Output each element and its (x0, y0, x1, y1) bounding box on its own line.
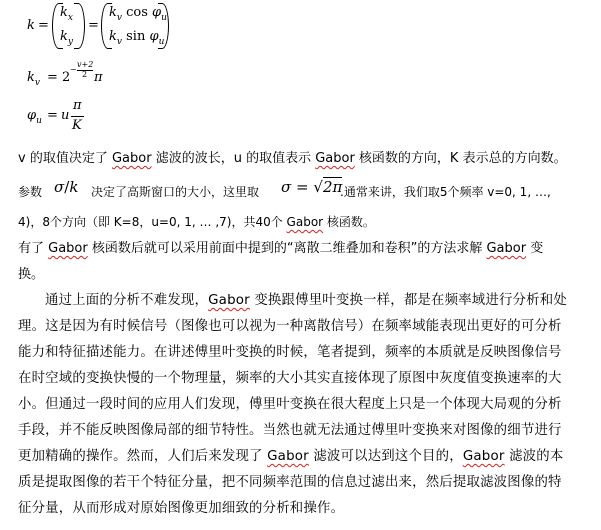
formula-kv-pi: π (94, 70, 103, 85)
gabor-term: Gabor (48, 241, 88, 256)
formula-k-equals-2: = (88, 18, 99, 33)
formula-k-right-paren-2 (158, 3, 169, 49)
formula-phi-u: u (61, 108, 70, 123)
gabor-term: Gabor (315, 151, 355, 166)
formula-kv-exp-num: v+2 (77, 60, 94, 69)
text-line-4: 有了 Gabor 核函数后就可以采用前面中提到的“离散二维叠加和卷积”的方法求解 Gabor 变 (18, 241, 544, 256)
formula-phi-equals: = (47, 108, 58, 123)
formula-sigma-over-k: σ/k (54, 178, 79, 196)
paragraph-line-6: 手段，并不能反映图像局部的细节特性。当然也就无法通过傅里叶变换来对图像的细节进行 (18, 423, 562, 438)
formula-kv-exp-minus: − (70, 65, 77, 74)
formula-phi-num: π (73, 98, 82, 113)
formula-kv-sin-row: $k_v$ $\sin \varphi_u$ (109, 29, 165, 47)
text-line-1: v 的取值决定了 Gabor 滤波的波长，u 的取值表示 Gabor 核函数的方向，K 表示总的方向数。 (18, 151, 567, 166)
formula-phi-den: K (72, 118, 82, 133)
formula-k-right-paren-1 (74, 3, 85, 49)
paragraph-line-7: 更加精确的操作。然而，人们后来发现了 Gabor 滤波可以达到这个目的，Gabor 滤波的本 (18, 449, 564, 464)
formula-kv-exp-den: 2 (82, 70, 88, 79)
formula-k-equals: = (38, 18, 49, 33)
formula-phi-fraction-line (71, 116, 84, 117)
paragraph-line-8: 质是提取图像的若干个特征分量，把不同频率范围的信息过滤出来，然后提取滤波图像的特 (18, 475, 562, 490)
paragraph-line-3: 能力和特征描述能力。在讲述傅里叶变换的时候，笔者提到，频率的本质就是反映图像信号 (18, 345, 562, 360)
gabor-term: Gabor (286, 215, 324, 229)
gabor-term: Gabor (486, 241, 527, 256)
formula-k-lhs: k (27, 18, 35, 33)
formula-kx: $k_x$ (60, 5, 73, 23)
formula-kv-lhs: $k_v$ (27, 70, 40, 88)
paragraph-line-1: 通过上面的分析不难发现，Gabor 变换跟傅里叶变换一样，都是在频率域进行分析和处 (45, 293, 567, 308)
text-line-5: 换。 (18, 267, 45, 282)
formula-phi-lhs: $\varphi_u$ (27, 108, 42, 126)
paragraph-line-2: 理。这是因为有时候信号（图像也可以视为一种离散信号）在频率域能表现出更好的可分析 (18, 319, 562, 334)
text-line-2-end: .通常来讲，我们取5个频率 v=0, 1, …, (340, 185, 551, 199)
formula-kv-cos-row: $k_v$ $\cos \varphi_u$ (109, 5, 167, 23)
text-line-2-label: 参数 (18, 185, 43, 199)
gabor-term: Gabor (208, 293, 250, 308)
paragraph-line-5: 小。但通过一段时间的应用人们发现，傅里叶变换在很大程度上只是一个体现大局观的分析 (18, 397, 562, 412)
paragraph-line-4: 在时空域的变换快慢的一个物理量，频率的大小其实直接体现了原图中灰度值变换速率的大 (18, 371, 562, 386)
text-line-2-mid: 决定了高斯窗口的大小，这里取 (91, 185, 260, 199)
formula-ky: $k_y$ (60, 29, 73, 47)
formula-kv-base: 2 (62, 70, 71, 85)
gabor-term: Gabor (111, 151, 152, 166)
gabor-term: Gabor (267, 449, 309, 464)
gabor-term: Gabor (462, 449, 505, 464)
formula-sigma-eq: σ = √2π (281, 178, 343, 196)
text-line-3: 4)，8个方向（即 K=8，u=0, 1, … ,7)，共40个 Gabor 核函数。 (18, 215, 375, 229)
formula-kv-equals: = (47, 70, 58, 85)
paragraph-line-9: 征分量，从而形成对原始图像更加细致的分析和操作。 (18, 501, 345, 516)
